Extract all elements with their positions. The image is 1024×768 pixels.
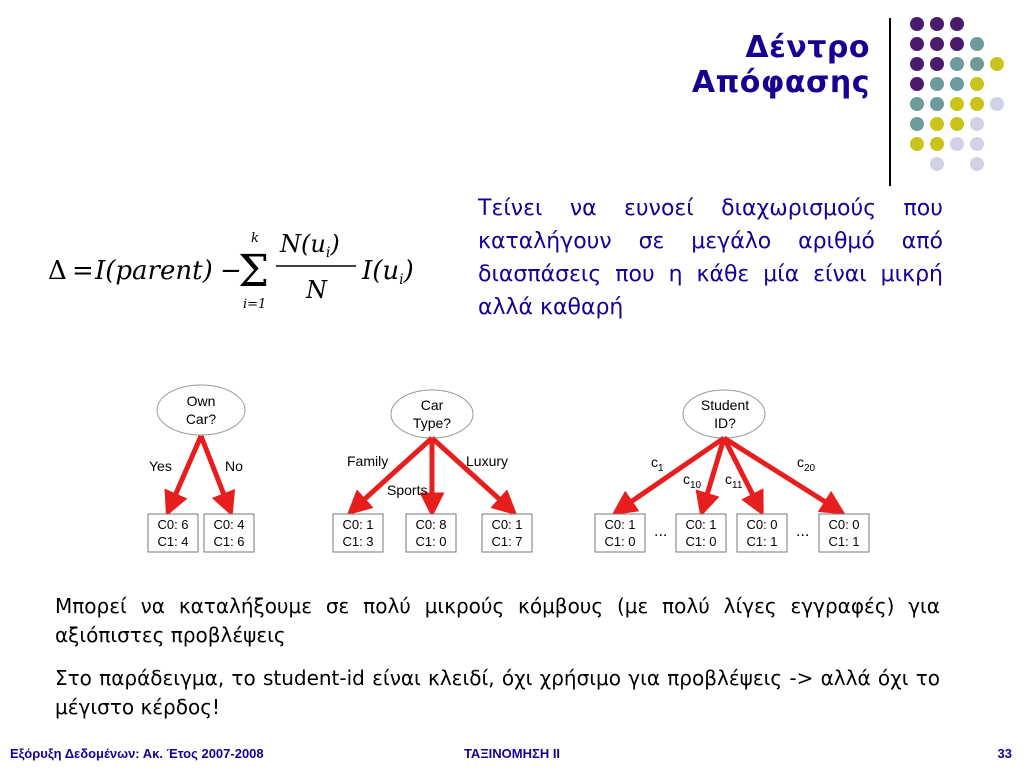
slide-title: Δέντρο Απόφασης: [691, 30, 870, 100]
dot-teal: [950, 77, 964, 91]
dot-lavender: [970, 117, 984, 131]
branch-sports: Sports: [387, 482, 428, 498]
dot-yellow: [950, 117, 964, 131]
formula-minus: −: [220, 256, 242, 286]
dot-lavender: [970, 157, 984, 171]
dot-yellow: [930, 117, 944, 131]
bullet-small-nodes: Μπορεί να καταλήξουμε σε πολύ μικρούς κόμβους (με πολύ λίγες εγγραφές) για αξιόπιστες προβλέψεις: [55, 594, 940, 647]
leaf-student-id-c20-c0: C0: 0: [828, 517, 860, 532]
dot-teal: [970, 37, 984, 51]
dot-teal: [910, 117, 924, 131]
arrow-yes: [171, 436, 201, 505]
dot-purple: [950, 17, 964, 31]
formula-parent-impurity: I(parent): [95, 256, 213, 286]
leaf-car-type-family-c0: C0: 1: [342, 517, 374, 532]
branch-c10: $c_{10}$: [683, 471, 702, 491]
formula-sum-lower: i=1: [243, 297, 267, 312]
tree-student-id: [595, 390, 869, 552]
branch-c20: $c_{20}$: [797, 454, 816, 474]
formula-child-base: I(u: [362, 256, 400, 286]
formula-numerator: [279, 230, 340, 261]
arrow-luxury: [432, 438, 508, 507]
dot-lavender: [950, 137, 964, 151]
dot-purple: [930, 17, 944, 31]
node-own-car-line2: Car?: [185, 411, 217, 427]
footer-topic: ΤΑΞΙΝΟΜΗΣΗ ΙΙ: [463, 746, 561, 761]
leaf-car-type-luxury-c0: C0: 1: [491, 517, 523, 532]
branch-c1: $c_1$: [651, 454, 664, 474]
dot-yellow: [970, 97, 984, 111]
leaf-car-type-family-c1: C1: 3: [342, 534, 374, 549]
dot-teal: [950, 57, 964, 71]
leaf-student-id-c10-c0: C0: 1: [685, 517, 717, 532]
dot-yellow: [910, 137, 924, 151]
leaf-own-car-no-c0: C0: 4: [213, 517, 245, 532]
dot-teal: [910, 97, 924, 111]
dot-purple: [910, 77, 924, 91]
formula-child-close: ): [403, 256, 414, 286]
leaf-own-car-yes-c0: C0: 6: [157, 517, 189, 532]
arrow-no: [201, 436, 228, 505]
footer-page-number: 33: [997, 746, 1012, 761]
gain-formula: [40, 222, 430, 322]
node-student-id-line2: ID?: [714, 415, 736, 431]
dot-yellow: [930, 137, 944, 151]
leaf-own-car-yes-c1: C1: 4: [157, 534, 189, 549]
node-car-type-line1: Car: [420, 397, 444, 413]
dot-lavender: [930, 157, 944, 171]
split-comparison-diagram: [0, 370, 1024, 570]
dot-purple: [910, 17, 924, 31]
dot-purple: [930, 57, 944, 71]
dot-yellow: [950, 97, 964, 111]
dot-purple: [910, 57, 924, 71]
branch-c11: $c_{11}$: [725, 471, 743, 491]
dot-lavender: [970, 137, 984, 151]
leaf-car-type-luxury-c1: C1: 7: [491, 534, 523, 549]
ellipsis-right: ...: [796, 523, 810, 540]
dot-teal: [930, 97, 944, 111]
formula-child-sub: i: [399, 272, 404, 288]
formula-child-impurity: [361, 256, 414, 288]
leaf-student-id-c1-c1: C1: 0: [604, 534, 636, 549]
node-student-id-line1: Student: [700, 397, 750, 413]
leaf-student-id-c20-c1: C1: 1: [828, 534, 860, 549]
dot-purple: [950, 37, 964, 51]
branch-family: Family: [347, 453, 389, 469]
formula-equals: =: [72, 256, 94, 286]
bullet-student-id-example: Στο παράδειγμα, το student-id είναι κλειδί, όχι χρήσιμο για προβλέψεις -> αλλά όχι το μέγιστο κέρδος!: [55, 666, 940, 719]
dot-purple: [930, 37, 944, 51]
leaf-car-type-sports-c0: C0: 8: [415, 517, 447, 532]
footer-course: Εξόρυξη Δεδομένων: Ακ. Έτος 2007-2008: [10, 746, 264, 761]
tree-own-car: [148, 385, 254, 552]
dot-yellow: [970, 77, 984, 91]
branch-no: No: [225, 458, 243, 474]
branch-luxury: Luxury: [466, 453, 509, 469]
node-own-car-line1: Own: [186, 393, 216, 409]
leaf-student-id-c10-c1: C1: 0: [685, 534, 717, 549]
branch-yes: Yes: [149, 458, 172, 474]
formula-numerator-close: ): [330, 230, 340, 258]
title-divider-line: [889, 18, 891, 186]
formula-denominator: N: [306, 276, 327, 304]
dot-teal: [930, 77, 944, 91]
formula-delta: Δ: [48, 256, 67, 286]
dot-purple: [910, 37, 924, 51]
formula-numerator-base: N(u: [280, 230, 326, 258]
intro-paragraph: Τείνει να ευνοεί διαχωρισμούς που καταλήγουν σε μεγάλο αριθμό από διασπάσεις που η κάθε μία είναι μικρή αλλά καθαρή: [478, 196, 943, 320]
dot-yellow: [990, 57, 1004, 71]
leaf-car-type-sports-c1: C1: 0: [415, 534, 447, 549]
leaf-student-id-c11-c0: C0: 0: [746, 517, 778, 532]
node-car-type-line2: Type?: [412, 415, 452, 431]
leaf-own-car-no-c1: C1: 6: [213, 534, 245, 549]
leaf-student-id-c11-c1: C1: 1: [746, 534, 778, 549]
dot-teal: [970, 57, 984, 71]
leaf-student-id-c1-c0: C0: 1: [604, 517, 636, 532]
formula-sigma: Σ: [238, 246, 270, 297]
tree-car-type: [333, 390, 532, 552]
formula-numerator-sub: i: [325, 245, 331, 261]
slide-footer: [0, 746, 1024, 766]
formula-sum-upper: k: [251, 231, 259, 246]
dot-lavender: [990, 97, 1004, 111]
ellipsis-left: ...: [654, 523, 668, 540]
